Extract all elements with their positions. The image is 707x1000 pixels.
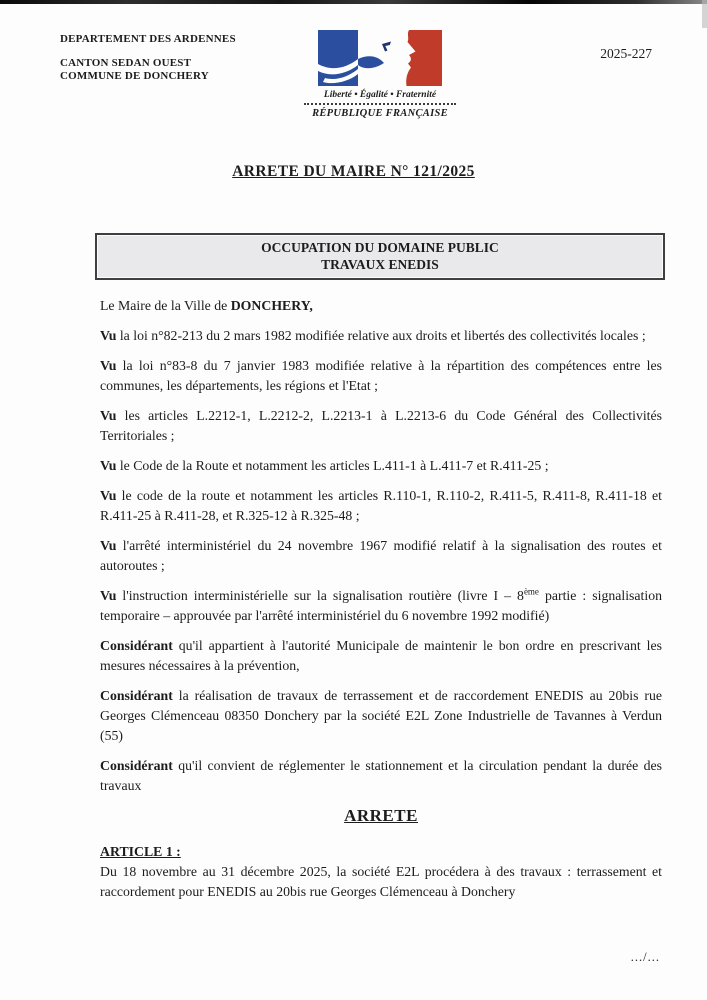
subject-line-2: TRAVAUX ENEDIS: [321, 257, 439, 272]
article-1-label: ARTICLE 1 :: [100, 844, 181, 859]
considerant-ordre: Considérant qu'il appartient à l'autorité Municipale de maintenir le bon ordre en prescrivant les mesures nécessaires à la prévention,: [100, 638, 662, 673]
arrete-heading: ARRETE: [344, 806, 418, 825]
document-body: [100, 296, 662, 912]
subject-box: [95, 233, 665, 280]
article-1-text: Du 18 novembre au 31 décembre 2025, la société E2L procédera à des travaux : terrassement et raccordement pour ENEDIS au 20bis rue Georges Clémenceau à Donchery: [100, 864, 662, 899]
article-1: [100, 842, 662, 902]
vu-instruction-1992: Vu l'instruction interministérielle sur la signalisation routière (livre I – 8ème partie : signalisation temporaire – approuvée par l'arrêté interministériel du 6 novembre 1992 modifié): [100, 586, 662, 623]
canton-name: CANTON SEDAN OUEST: [60, 57, 192, 69]
republic-text: RÉPUBLIQUE FRANÇAISE: [312, 108, 448, 119]
french-republic-emblem: [303, 30, 457, 119]
considerant-travaux: Considérant la réalisation de travaux de terrassement et de raccordement ENEDIS au 20bis rue Georges Clémenceau 08350 Donchery par la société E2L Zone Industrielle de Tavannes à Verdun (55): [100, 688, 662, 743]
vu-code-route-2: Vu le code de la route et notamment les articles R.110-1, R.110-2, R.411-5, R.411-8, R.411-18 et R.411-25 à R.411-28, et R.325-12 à R.325-48 ;: [100, 488, 662, 523]
marianne-logo-icon: [318, 30, 442, 86]
scan-artifact-top: [0, 0, 707, 4]
salutation: Le Maire de la Ville de DONCHERY,: [100, 298, 313, 313]
subject-line-1: OCCUPATION DU DOMAINE PUBLIC: [261, 240, 499, 255]
header-issuer-block: [60, 33, 236, 83]
motto-text: Liberté • Égalité • Fraternité: [323, 90, 437, 100]
considerant-reglementation: Considérant qu'il convient de réglementer le stationnement et la circulation pendant la durée des travaux: [100, 758, 662, 793]
vu-cgct: Vu les articles L.2212-1, L.2212-2, L.2213-1 à L.2213-6 du Code Général des Collectivités Territoriales ;: [100, 408, 662, 443]
scan-artifact-right: [702, 0, 707, 28]
vu-code-route-1: Vu le Code de la Route et notamment les articles L.411-1 à L.411-7 et R.411-25 ;: [100, 458, 549, 473]
page-continuation-mark: .../...: [630, 950, 660, 964]
vu-loi-82-213: Vu la loi n°82-213 du 2 mars 1982 modifiée relative aux droits et libertés des collectivités locales ;: [100, 328, 646, 343]
department-name: DEPARTEMENT DES ARDENNES: [60, 33, 236, 45]
emblem-divider: [304, 103, 456, 105]
vu-arrete-1967: Vu l'arrêté interministériel du 24 novembre 1967 modifié relatif à la signalisation des routes et autoroutes ;: [100, 538, 662, 573]
body-paragraphs: [100, 296, 662, 796]
reference-number: 2025-227: [600, 46, 652, 61]
commune-name: COMMUNE DE DONCHERY: [60, 70, 209, 82]
vu-loi-83-8: Vu la loi n°83-8 du 7 janvier 1983 modifiée relative à la répartition des compétences entre les communes, les départements, les régions et l'Etat ;: [100, 358, 662, 393]
document-title: ARRETE DU MAIRE N° 121/2025: [232, 163, 475, 180]
